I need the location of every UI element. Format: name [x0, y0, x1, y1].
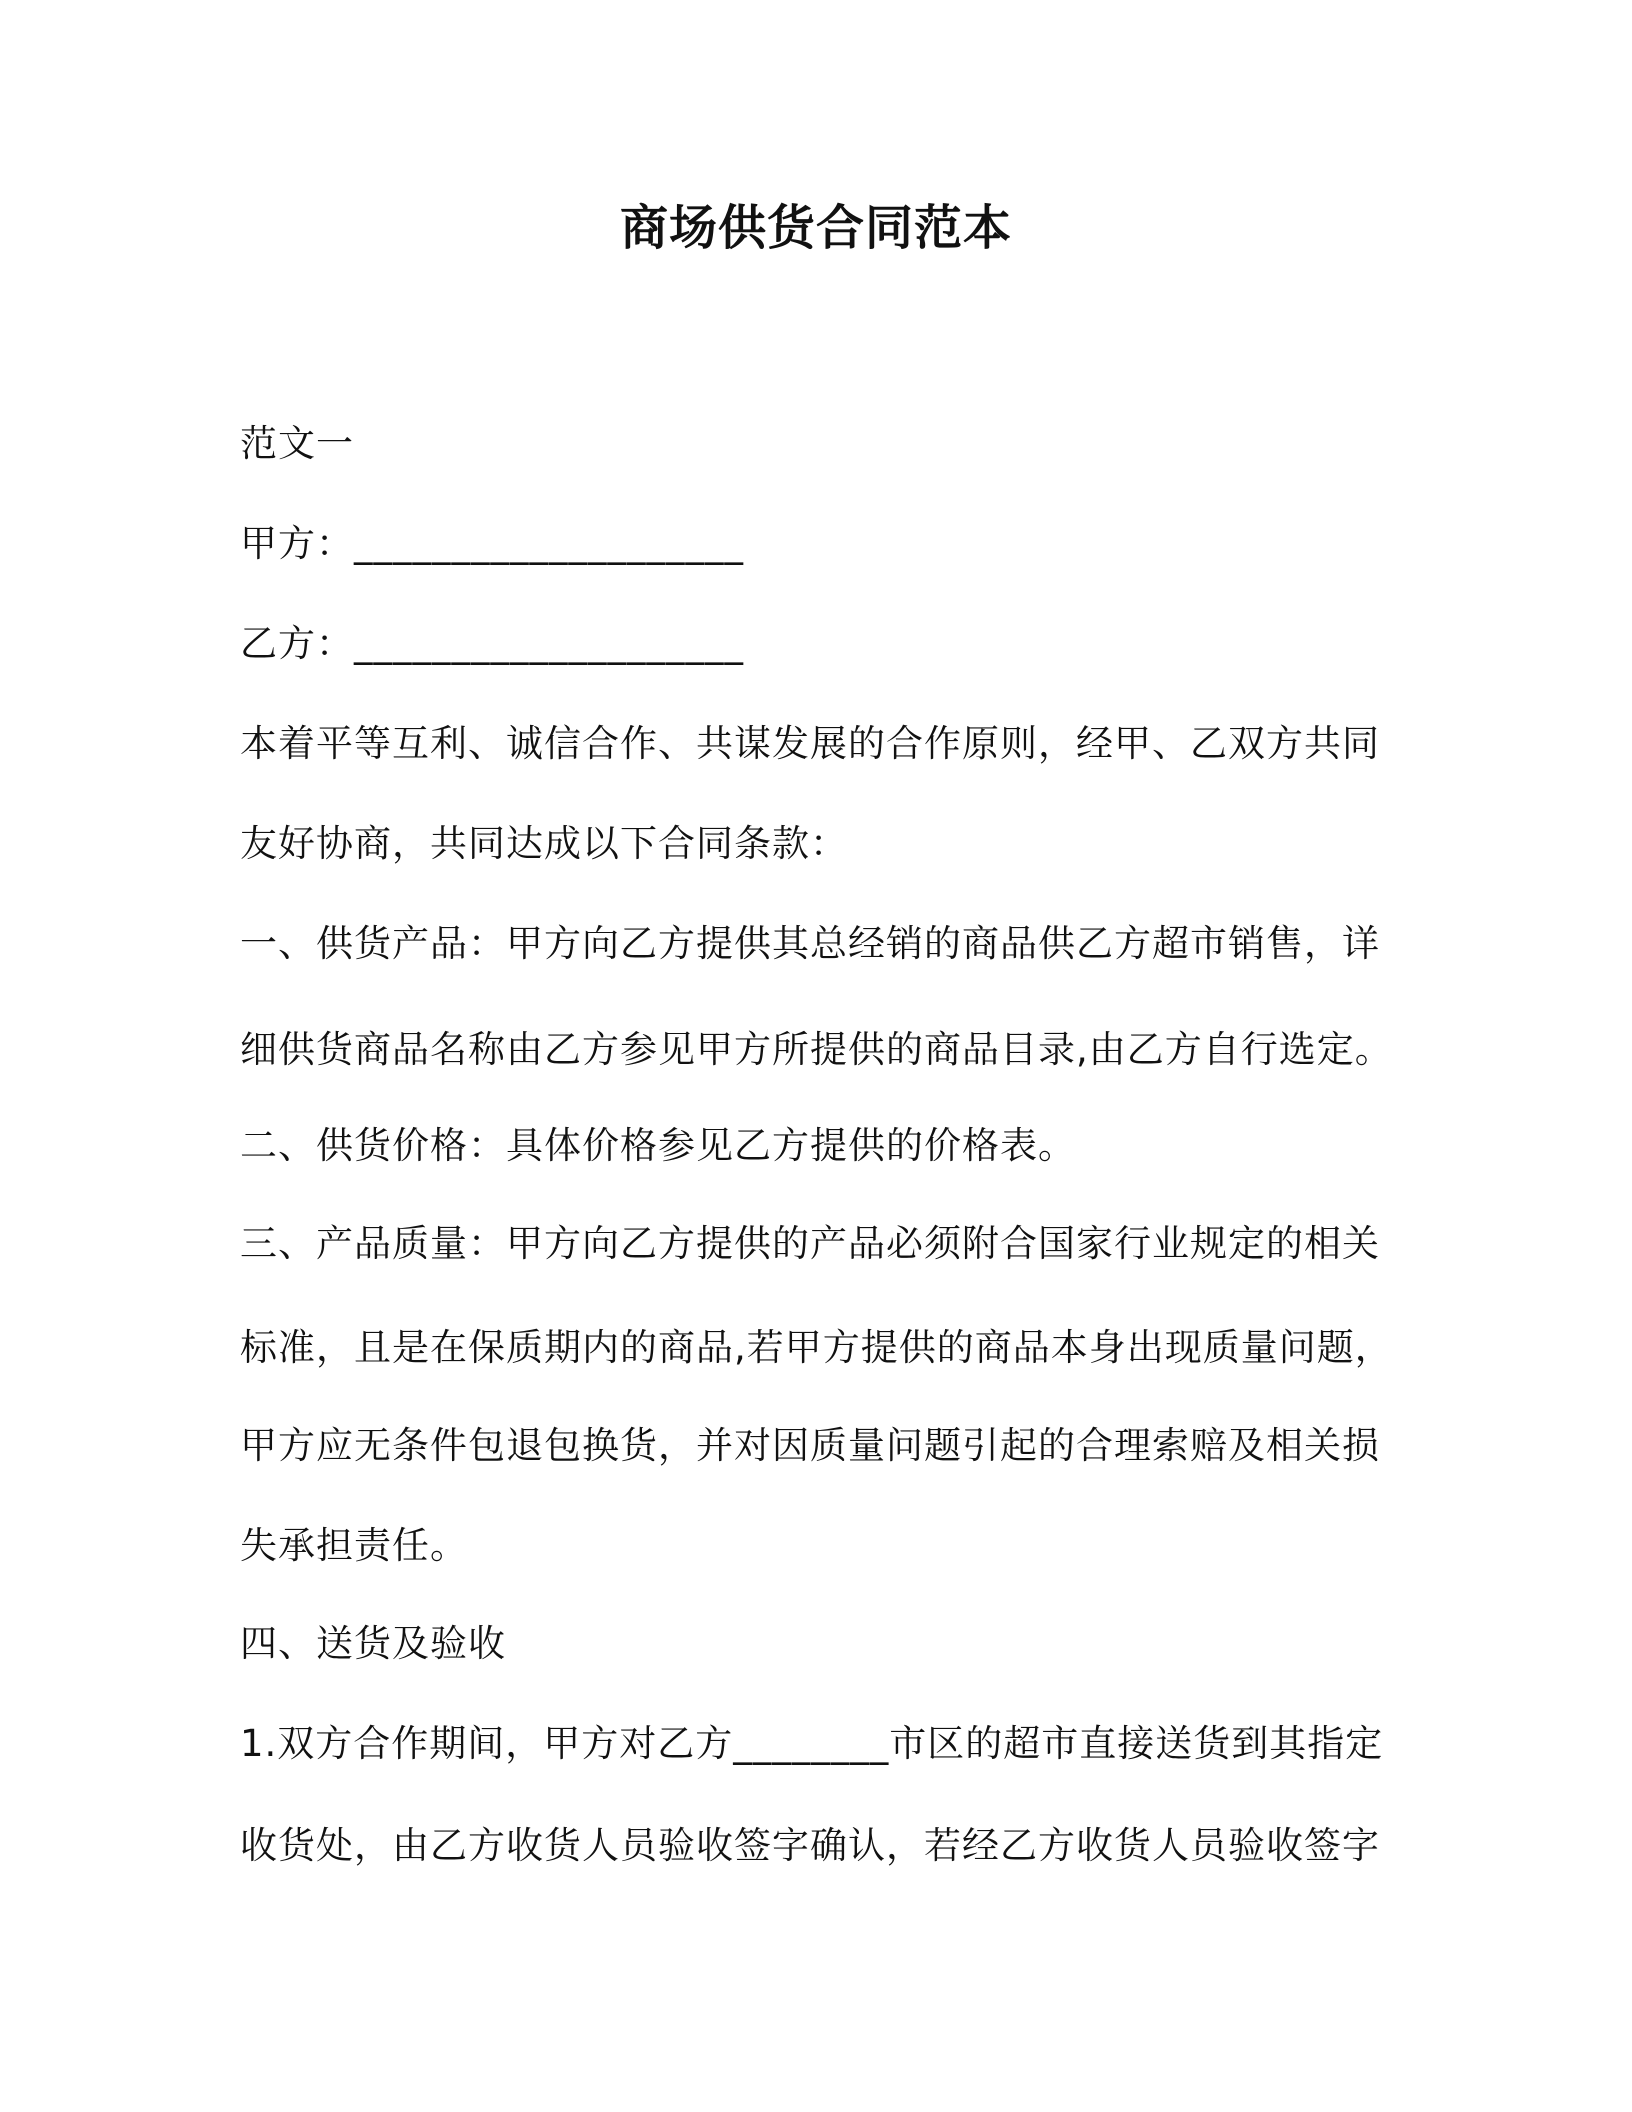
paragraph-line: 收货处，由乙方收货人员验收签字确认，若经乙方收货人员验收签字 [240, 1824, 1380, 1867]
party-b-line: 乙方：____________________ [240, 622, 744, 665]
document-title: 商场供货合同范本 [619, 200, 1012, 256]
paragraph-line: 本着平等互利、诚信合作、共谋发展的合作原则，经甲、乙双方共同 [240, 722, 1380, 765]
paragraph-line: 友好协商，共同达成以下合同条款： [240, 822, 848, 865]
paragraph-line: 1.双方合作期间，甲方对乙方________市区的超市直接送货到其指定 [240, 1722, 1384, 1765]
paragraph-line: 一、供货产品：甲方向乙方提供其总经销的商品供乙方超市销售，详 [240, 922, 1380, 965]
paragraph-line: 三、产品质量：甲方向乙方提供的产品必须附合国家行业规定的相关 [240, 1222, 1380, 1265]
party-a-line: 甲方：____________________ [240, 522, 744, 565]
paragraph-line: 二、供货价格：具体价格参见乙方提供的价格表。 [240, 1124, 1076, 1167]
paragraph-line: 四、送货及验收 [240, 1622, 506, 1665]
paragraph-line: 失承担责任。 [240, 1524, 468, 1567]
section-heading: 范文一 [240, 422, 354, 465]
paragraph-line: 标准，且是在保质期内的商品,若甲方提供的商品本身出现质量问题， [240, 1326, 1393, 1369]
paragraph-line: 甲方应无条件包退包换货，并对因质量问题引起的合理索赔及相关损 [240, 1424, 1380, 1467]
paragraph-line: 细供货商品名称由乙方参见甲方所提供的商品目录,由乙方自行选定。 [240, 1028, 1393, 1071]
